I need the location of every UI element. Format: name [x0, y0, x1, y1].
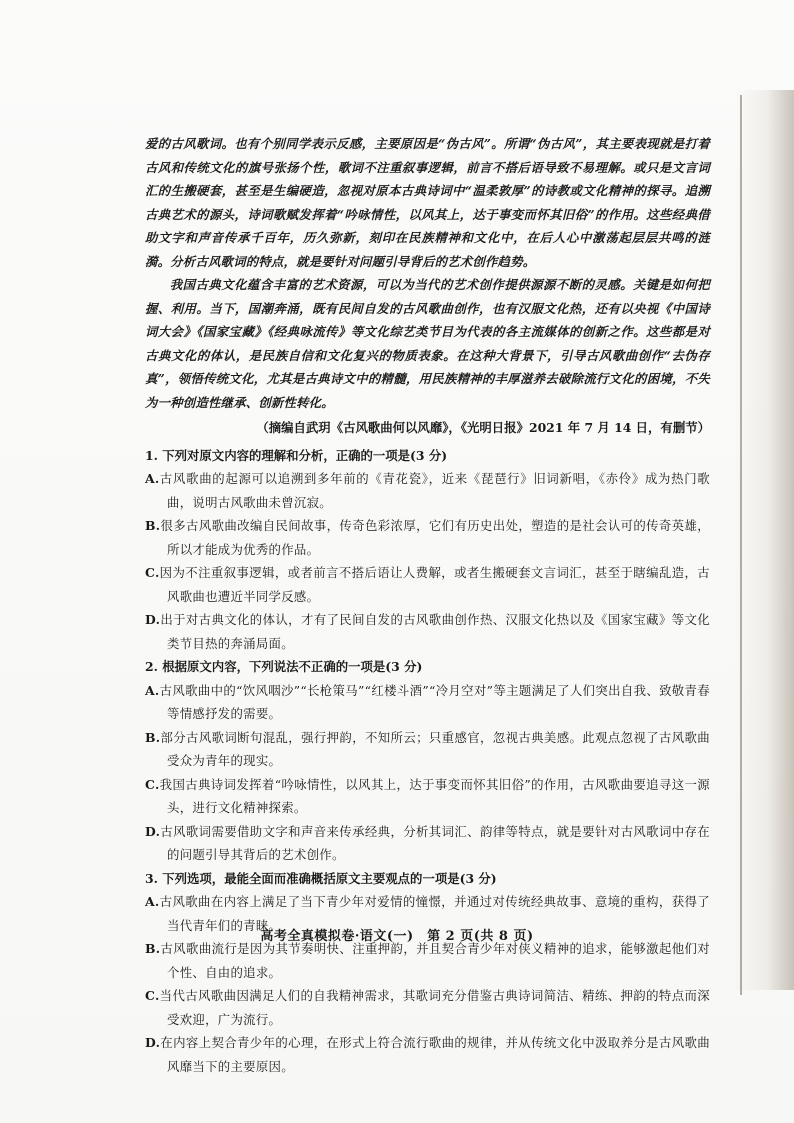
option-c	[145, 561, 710, 608]
option-letter: A.	[145, 894, 160, 909]
option-d	[145, 1031, 710, 1078]
passage-citation: （摘编自武玥《古风歌曲何以风靡》，《光明日报》2021 年 7 月 14 日，有删节）	[256, 420, 710, 435]
option-text: 古风歌曲在内容上满足了当下青少年对爱情的憧憬，并通过对传统经典故事、意境的重构，获得了当代青年们的青睐。	[159, 894, 710, 933]
option-b	[145, 726, 710, 773]
passage-paragraph-1: 爱的古风歌词。也有个别同学表示反感，主要原因是“伪古风”。所谓“伪古风”，其主要表现就是打着古风和传统文化的旗号张扬个性，歌词不注重叙事逻辑，前言不搭后语导致不易理解。或只是文言词汇的生搬硬套，甚至是生编硬造，忽视对原本古典诗词中“温柔敦厚”的诗教或文化精神的探寻。追溯古典艺术的源头，诗词歌赋发挥着“吟咏情性，以风其上，达于事变而怀其旧俗”的作用。这些经典借助文字和声音传承千百年，历久弥新，刻印在民族精神和文化中，在后人心中激荡起层层共鸣的涟漪。分析古风歌词的特点，就是要针对问题引导背后的艺术创作趋势。	[145, 136, 710, 269]
option-letter: B.	[145, 518, 161, 533]
option-text: 因为不注重叙事逻辑，或者前言不搭后语让人费解，或者生搬硬套文言词汇，甚至于瞎编乱造，古风歌曲也遭近半同学反感。	[159, 565, 710, 604]
page-footer: 高考全真模拟卷·语文(一) 第 2 页(共 8 页)	[260, 929, 534, 944]
option-text: 很多古风歌曲改编自民间故事，传奇色彩浓厚，它们有历史出处，塑造的是社会认可的传奇英雄，所以才能成为优秀的作品。	[160, 518, 710, 557]
option-letter: C.	[145, 776, 160, 792]
option-letter: A.	[145, 471, 160, 486]
option-letter: B.	[145, 729, 161, 745]
option-letter: C.	[145, 565, 160, 580]
question-stem: 2. 根据原文内容，下列说法不正确的一项是(3 分)	[145, 659, 423, 674]
option-text: 古风歌曲中的“饮风咽沙”“长枪策马”“红楼斗酒”“冷月空对”等主题满足了人们突出自我、致敬青春等情感抒发的需要。	[159, 682, 710, 721]
page-edge-shadow	[734, 90, 794, 990]
option-text: 古风歌曲流行是因为其节奏明快、注重押韵，并且契合青少年对侠义精神的追求，能够激起他们对个性、自由的追求。	[160, 941, 710, 980]
question-1	[145, 444, 710, 656]
option-text: 出于对古典文化的体认，才有了民间自发的古风歌曲创作热、汉服文化热以及《国家宝藏》等文化类节目热的奔涌局面。	[160, 612, 710, 651]
option-c	[145, 984, 710, 1031]
option-letter: B.	[145, 941, 161, 956]
question-2	[145, 655, 710, 867]
option-a	[145, 467, 710, 514]
option-text: 部分古风歌词断句混乱，强行押韵，不知所云；只重感官，忽视古典美感。此观点忽视了古风歌曲受众为青年的现实。	[160, 729, 710, 768]
option-text: 古风歌词需要借助文字和声音来传承经典，分析其词汇、韵律等特点，就是要针对古风歌词中存在的问题引导其背后的艺术创作。	[160, 823, 710, 862]
option-b	[145, 514, 710, 561]
question-stem: 3. 下列选项，最能全面而准确概括原文主要观点的一项是(3 分)	[145, 870, 497, 886]
option-a	[145, 679, 710, 726]
option-text: 在内容上契合青少年的心理，在形式上符合流行歌曲的规律，并从传统文化中汲取养分是古风歌曲风靡当下的主要原因。	[160, 1035, 710, 1074]
option-text: 我国古典诗词发挥着“吟咏情性，以风其上，达于事变而怀其旧俗”的作用，古风歌曲要追寻这一源头，进行文化精神探索。	[159, 776, 710, 815]
option-letter: D.	[145, 1035, 161, 1050]
reading-passage	[145, 132, 710, 414]
option-d	[145, 820, 710, 867]
option-letter: D.	[145, 612, 161, 627]
question-3	[145, 867, 710, 1079]
option-d	[145, 608, 710, 655]
option-text: 古风歌曲的起源可以追溯到多年前的《青花瓷》，近来《琵琶行》旧词新唱，《赤伶》成为热门歌曲，说明古风歌曲未曾沉寂。	[159, 471, 710, 510]
question-stem: 1. 下列对原文内容的理解和分析，正确的一项是(3 分)	[145, 447, 448, 463]
option-b	[145, 937, 710, 984]
option-letter: D.	[145, 823, 161, 839]
option-text: 当代古风歌曲因满足人们的自我精神需求，其歌词充分借鉴古典诗词简洁、精练、押韵的特点而深受欢迎，广为流行。	[159, 988, 710, 1027]
option-letter: A.	[145, 682, 160, 698]
option-c	[145, 773, 710, 820]
page-edge-line	[740, 95, 742, 995]
option-letter: C.	[145, 988, 160, 1003]
passage-paragraph-2: 我国古典文化蕴含丰富的艺术资源，可以为当代的艺术创作提供源源不断的灵感。关键是如何把握、利用。当下，国潮奔涌，既有民间自发的古风歌曲创作，也有汉服文化热，还有以央视《中国诗词大会》《国家宝藏》《经典咏流传》等文化综艺类节目为代表的各主流媒体的创新之作。这些都是对古典文化的体认，是民族自信和文化复兴的物质表象。在这种大背景下，引导古风歌曲创作“去伪存真”，领悟传统文化，尤其是古典诗文中的精髓，用民族精神的丰厚滋养去破除流行文化的困境，不失为一种创造性继承、创新性转化。	[145, 277, 710, 410]
